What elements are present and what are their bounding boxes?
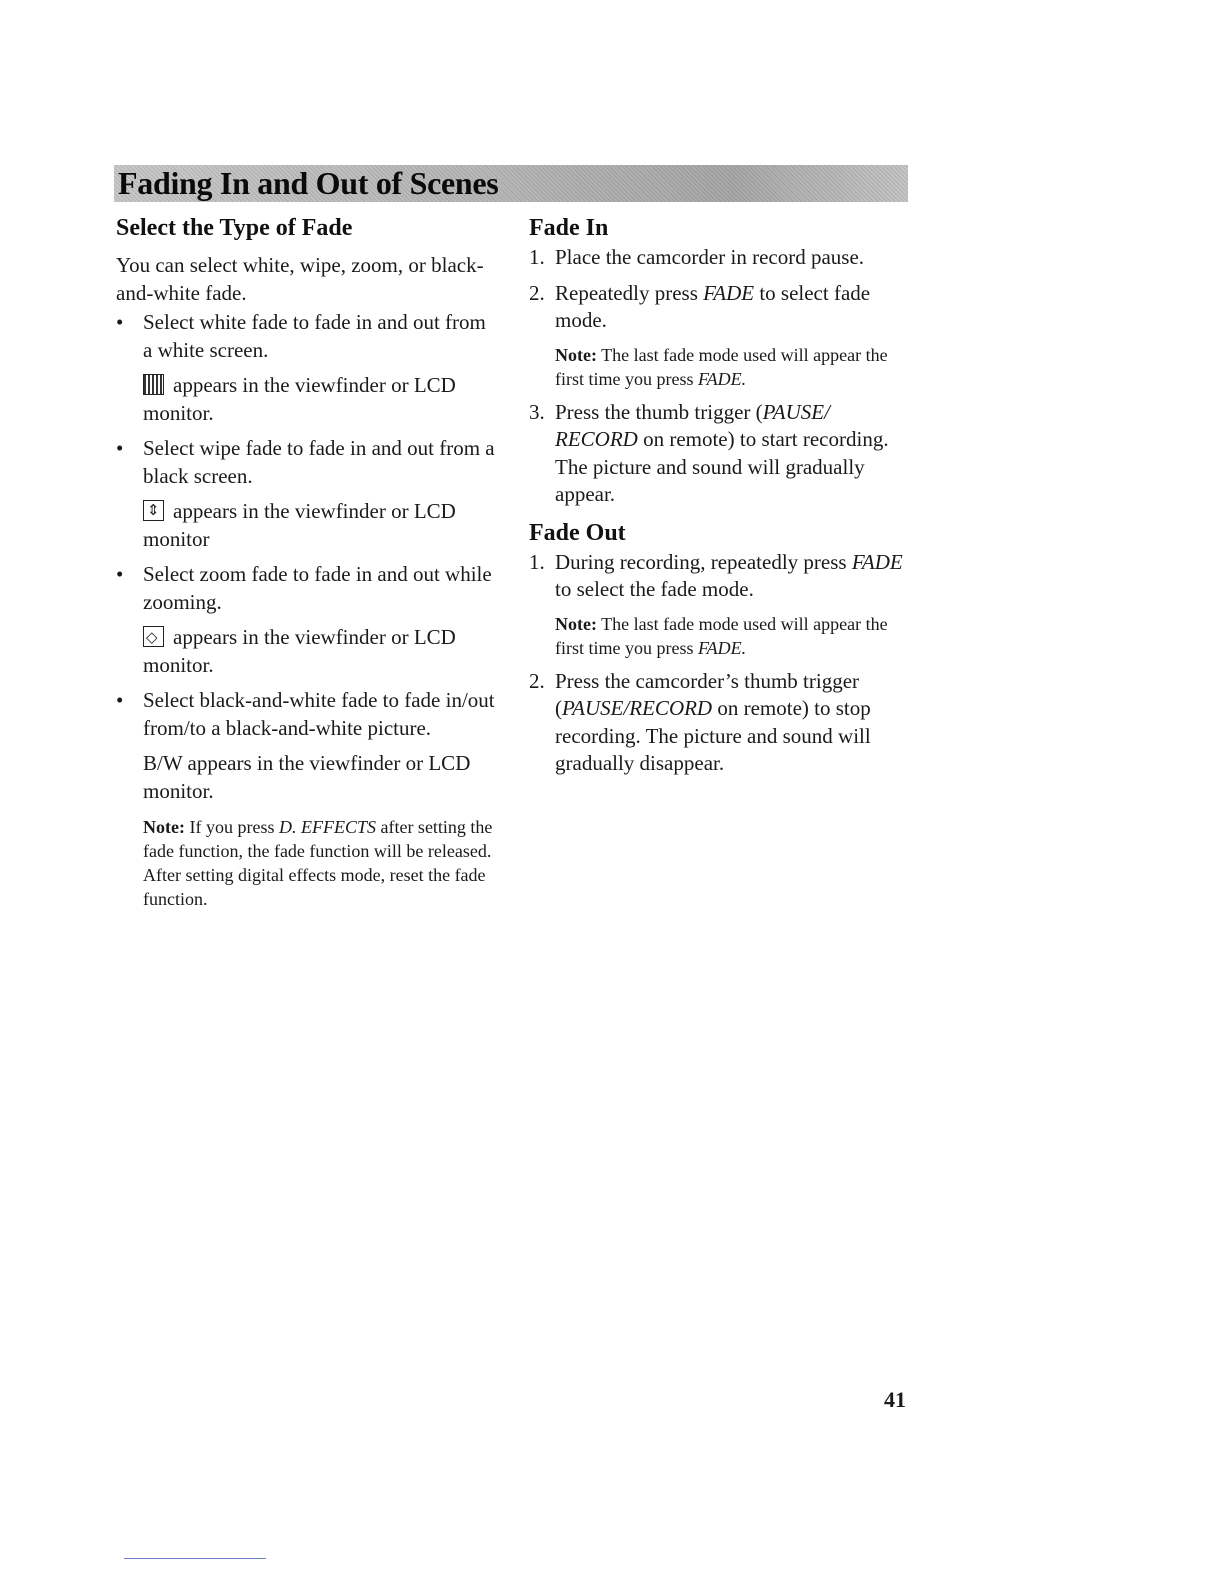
list-item	[529, 549, 911, 660]
note-emphasis: D. EFFECTS	[278, 817, 376, 837]
note-text: The last fade mode used will appear the first time you press	[555, 613, 888, 658]
note-label: Note:	[555, 613, 597, 634]
step-number: 1.	[529, 549, 545, 574]
left-column	[116, 212, 500, 919]
list-item	[116, 561, 500, 679]
list-item	[529, 244, 911, 272]
note-label: Note:	[143, 817, 185, 837]
page-title: Fading In and Out of Scenes	[118, 165, 499, 201]
step-number: 2.	[529, 280, 545, 305]
list-item	[116, 687, 500, 911]
step-number: 1.	[529, 245, 545, 269]
bottom-divider	[124, 1558, 266, 1559]
right-column	[529, 212, 911, 786]
step-emphasis: PAUSE/RECORD	[562, 696, 713, 720]
zoom-fade-icon	[143, 626, 164, 647]
step-text-part: to select fade mode.	[555, 280, 871, 332]
white-fade-icon	[143, 374, 164, 395]
fade-in-heading: Fade In	[529, 215, 609, 241]
note-emphasis: FADE.	[697, 637, 747, 658]
note-text: If you press	[189, 817, 275, 837]
step-text	[555, 549, 911, 604]
step-emphasis: FADE	[851, 549, 903, 574]
step-text	[555, 668, 911, 778]
step-text-part: Repeatedly press	[555, 280, 698, 305]
list-item	[529, 668, 911, 778]
fade-out-heading: Fade Out	[529, 519, 626, 546]
note-text: The last fade mode used will appear the first time you press	[555, 344, 888, 389]
appears-line	[143, 624, 500, 679]
step-text-part: Press the thumb trigger (	[555, 399, 763, 424]
select-type-heading: Select the Type of Fade	[116, 215, 353, 241]
fade-out-note	[555, 612, 911, 660]
appears-text: appears in the viewfinder or LCD monitor	[143, 499, 456, 551]
bullet-text: • Select black-and-white fade to fade in/out from/to a black-and-white picture.	[143, 688, 495, 740]
note-text: after setting the fade function, the fade function will be released. After setting digital effects mode, reset the fade function.	[143, 817, 493, 909]
list-item	[116, 309, 500, 427]
step-number: 2.	[529, 668, 545, 693]
intro-text: You can select white, wipe, zoom, or black-and-white fade.	[116, 253, 484, 305]
list-item	[529, 280, 911, 391]
note-emphasis: FADE.	[697, 368, 747, 389]
appears-text: appears in the viewfinder or LCD monitor.	[143, 625, 456, 677]
step-text	[555, 399, 911, 509]
appears-text: B/W appears in the viewfinder or LCD monitor.	[143, 751, 471, 803]
step-text-part: During recording, repeatedly press	[555, 549, 847, 574]
appears-text: appears in the viewfinder or LCD monitor.	[143, 373, 456, 425]
fade-type-list	[116, 309, 500, 911]
fade-out-steps	[529, 549, 911, 778]
step-text	[555, 280, 911, 335]
step-text: Place the camcorder in record pause.	[555, 245, 865, 269]
section-banner	[114, 165, 908, 202]
step-emphasis: FADE	[703, 280, 755, 305]
appears-line	[143, 498, 500, 553]
bullet-text: • Select zoom fade to fade in and out while zooming.	[143, 562, 492, 614]
appears-line	[143, 372, 500, 427]
step-text-part: Press the camcorder’s thumb trigger (	[555, 668, 860, 720]
step-text-part: on remote) to stop recording. The picture and sound will gradually disappear.	[555, 696, 871, 775]
wipe-fade-icon	[143, 500, 164, 521]
effects-note	[143, 815, 500, 911]
step-text-part: to select the fade mode.	[555, 577, 754, 601]
fade-in-note	[555, 343, 911, 391]
fade-in-steps	[529, 244, 911, 509]
step-emphasis: PAUSE/ RECORD	[555, 399, 830, 451]
page-number: 41	[884, 1387, 906, 1412]
step-number: 3.	[529, 399, 545, 424]
list-item	[529, 399, 911, 509]
bullet-text: • Select white fade to fade in and out from a white screen.	[143, 310, 486, 362]
step-text-part: on remote) to start recording. The picture and sound will gradually appear.	[555, 427, 889, 506]
bullet-text: • Select wipe fade to fade in and out from a black screen.	[143, 436, 495, 488]
note-label: Note:	[555, 344, 597, 365]
list-item	[116, 435, 500, 553]
